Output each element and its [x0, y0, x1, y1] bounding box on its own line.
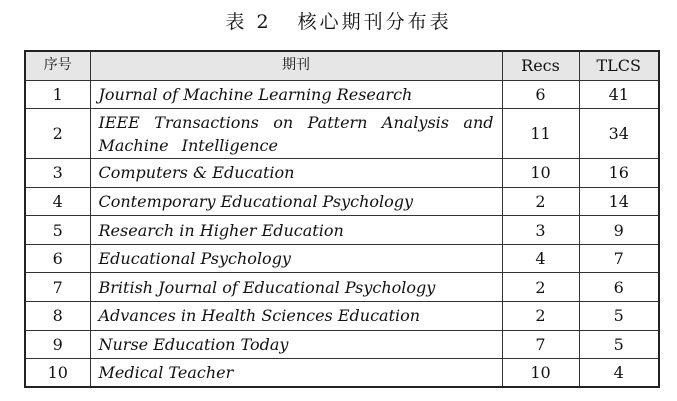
table-row	[25, 273, 659, 302]
row-recs: 6	[502, 80, 579, 109]
header-tlcs: TLCS	[579, 51, 659, 80]
row-index: 6	[25, 244, 90, 273]
row-index: 2	[25, 109, 90, 159]
row-index: 1	[25, 80, 90, 109]
row-journal: Research in Higher Education	[90, 216, 502, 245]
row-journal: Medical Teacher	[90, 359, 502, 388]
row-tlcs: 7	[579, 244, 659, 273]
table-row	[25, 330, 659, 359]
header-index: 序号	[25, 51, 90, 80]
table-row	[25, 244, 659, 273]
table-row	[25, 109, 659, 159]
table-caption	[0, 8, 677, 36]
row-index: 9	[25, 330, 90, 359]
row-recs: 2	[502, 273, 579, 302]
header-recs: Recs	[502, 51, 579, 80]
row-journal: Nurse Education Today	[90, 330, 502, 359]
row-journal: Educational Psychology	[90, 244, 502, 273]
core-journals-table	[24, 50, 660, 388]
row-recs: 10	[502, 359, 579, 388]
row-journal: Contemporary Educational Psychology	[90, 187, 502, 216]
row-index: 5	[25, 216, 90, 245]
row-journal: British Journal of Educational Psychology	[90, 273, 502, 302]
row-recs: 2	[502, 187, 579, 216]
table-caption-label: 表 2	[225, 11, 272, 33]
row-journal: Computers & Education	[90, 159, 502, 188]
table-row	[25, 216, 659, 245]
row-index: 10	[25, 359, 90, 388]
row-index: 4	[25, 187, 90, 216]
row-recs: 11	[502, 109, 579, 159]
table-caption-title: 核心期刊分布表	[297, 11, 452, 33]
table-header	[25, 51, 659, 80]
row-tlcs: 41	[579, 80, 659, 109]
row-journal: IEEE Transactions on Pattern Analysis and Machine Intelligence	[90, 109, 502, 159]
row-tlcs: 5	[579, 302, 659, 331]
row-tlcs: 34	[579, 109, 659, 159]
header-row	[25, 51, 659, 80]
row-index: 7	[25, 273, 90, 302]
row-journal: Journal of Machine Learning Research	[90, 80, 502, 109]
table-row	[25, 187, 659, 216]
table-row	[25, 80, 659, 109]
table-body	[25, 80, 659, 387]
header-journal: 期刊	[90, 51, 502, 80]
row-recs: 2	[502, 302, 579, 331]
row-recs: 3	[502, 216, 579, 245]
row-tlcs: 9	[579, 216, 659, 245]
row-tlcs: 5	[579, 330, 659, 359]
row-tlcs: 16	[579, 159, 659, 188]
row-recs: 10	[502, 159, 579, 188]
row-recs: 7	[502, 330, 579, 359]
row-journal: Advances in Health Sciences Education	[90, 302, 502, 331]
row-index: 8	[25, 302, 90, 331]
row-recs: 4	[502, 244, 579, 273]
row-index: 3	[25, 159, 90, 188]
row-tlcs: 4	[579, 359, 659, 388]
table-row	[25, 302, 659, 331]
table-row	[25, 359, 659, 388]
row-tlcs: 6	[579, 273, 659, 302]
row-tlcs: 14	[579, 187, 659, 216]
table-row	[25, 159, 659, 188]
